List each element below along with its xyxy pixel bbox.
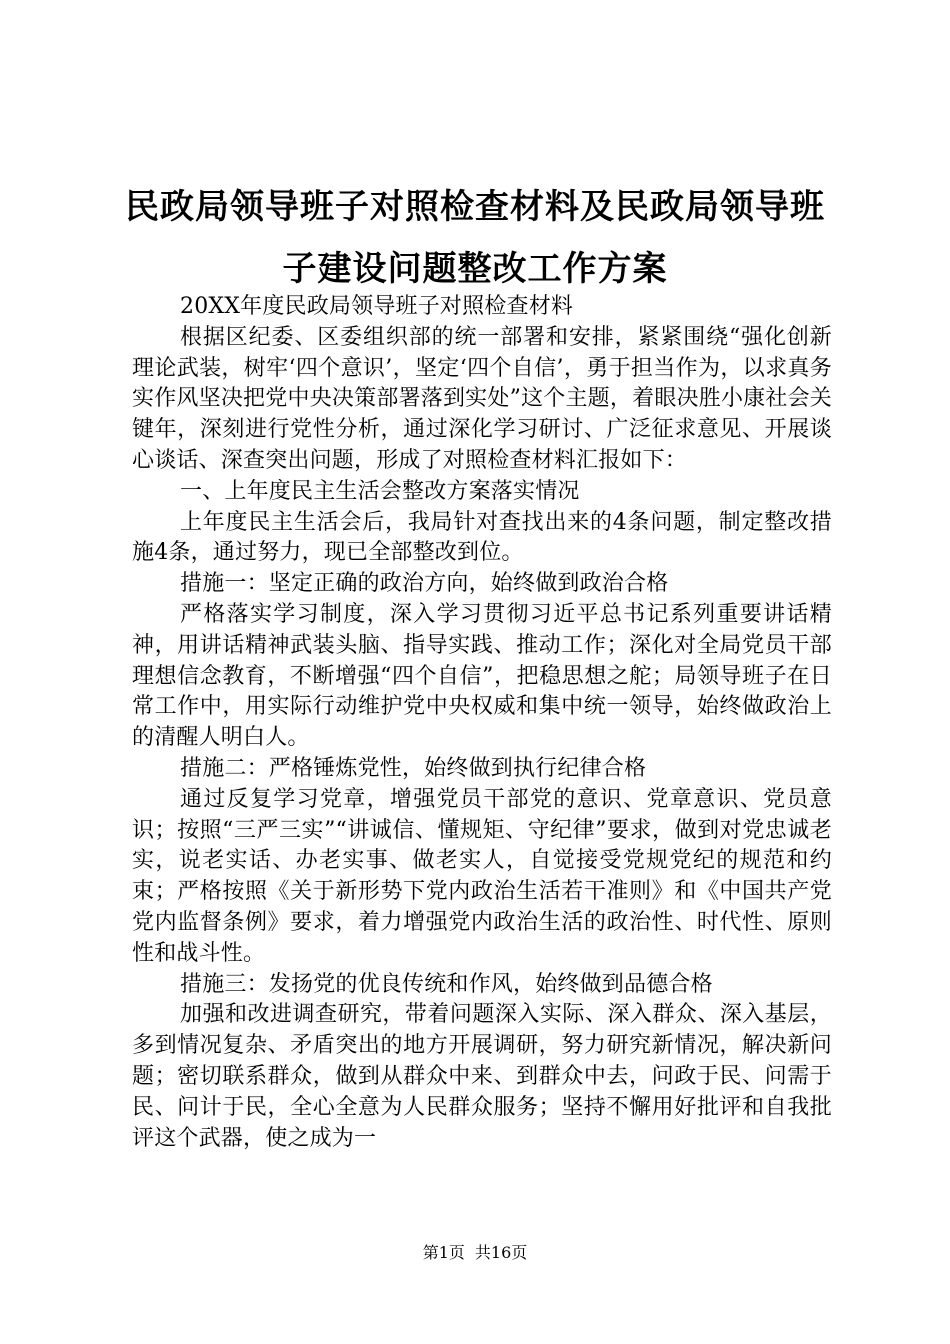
document-title xyxy=(120,176,830,300)
body-paragraph: 通过反复学习党章，增强党员干部党的意识、党章意识、党员意识；按照“三严三实”“讲诚信、懂规矩、守纪律”要求，做到对党忠诚老实，说老实话、办老实事、做老实人，自觉接受党规党纪的规范和约束；严格按照《关于新形势下党内政治生活若干准则》和《中国共产党党内监督条例》要求，着力增强党内政治生活的政治性、时代性、原则性和战斗性。 xyxy=(132,786,832,966)
measure-heading: 措施二：严格锤炼党性，始终做到执行纪律合格 xyxy=(180,755,647,781)
document-body xyxy=(132,292,832,1154)
page-footer xyxy=(0,1243,950,1263)
page-number: 第1页 xyxy=(422,1243,465,1262)
body-paragraph: 上年度民主生活会后，我局针对查找出来的4条问题，制定整改措施4条，通过努力，现已全部整改到位。 xyxy=(132,509,832,566)
page-total: 共16页 xyxy=(474,1243,528,1262)
title-line-1: 民政局领导班子对照检查材料及民政局领导班 xyxy=(125,187,825,227)
measure-heading: 措施三：发扬党的优良传统和作风，始终做到品德合格 xyxy=(180,971,713,997)
body-paragraph: 严格落实学习制度，深入学习贯彻习近平总书记系列重要讲话精神，用讲话精神武装头脑、指导实践、推动工作；深化对全局党员干部理想信念教育，不断增强“四个自信”，把稳思想之舵；局领导班子在日常工作中，用实际行动维护党中央权威和集中统一领导，始终做政治上的清醒人明白人。 xyxy=(132,601,832,751)
section-heading: 一、上年度民主生活会整改方案落实情况 xyxy=(180,478,580,504)
body-paragraph: 加强和改进调查研究，带着问题深入实际、深入群众、深入基层，多到情况复杂、矛盾突出的地方开展调研，努力研究新情况，解决新问题；密切联系群众，做到从群众中来、到群众中去，问政于民、问需于民、问计于民，全心全意为人民群众服务；坚持不懈用好批评和自我批评这个武器，使之成为一 xyxy=(132,1002,832,1151)
title-line-2: 子建设问题整改工作方案 xyxy=(282,249,668,289)
intro-paragraph: 根据区纪委、区委组织部的统一部署和安排，紧紧围绕“强化创新理论武装，树牢‘四个意识’，坚定‘四个自信’，勇于担当作为，以求真务实作风坚决把党中央决策部署落到实处”这个主题，着眼决胜小康社会关键年，深刻进行党性分析，通过深化学习研讨、广泛征求意见、开展谈心谈话、深查突出问题，形成了对照检查材料汇报如下： xyxy=(132,324,832,473)
subtitle-paragraph: 20XX年度民政局领导班子对照检查材料 xyxy=(180,294,574,319)
measure-heading: 措施一：坚定正确的政治方向，始终做到政治合格 xyxy=(180,571,669,597)
